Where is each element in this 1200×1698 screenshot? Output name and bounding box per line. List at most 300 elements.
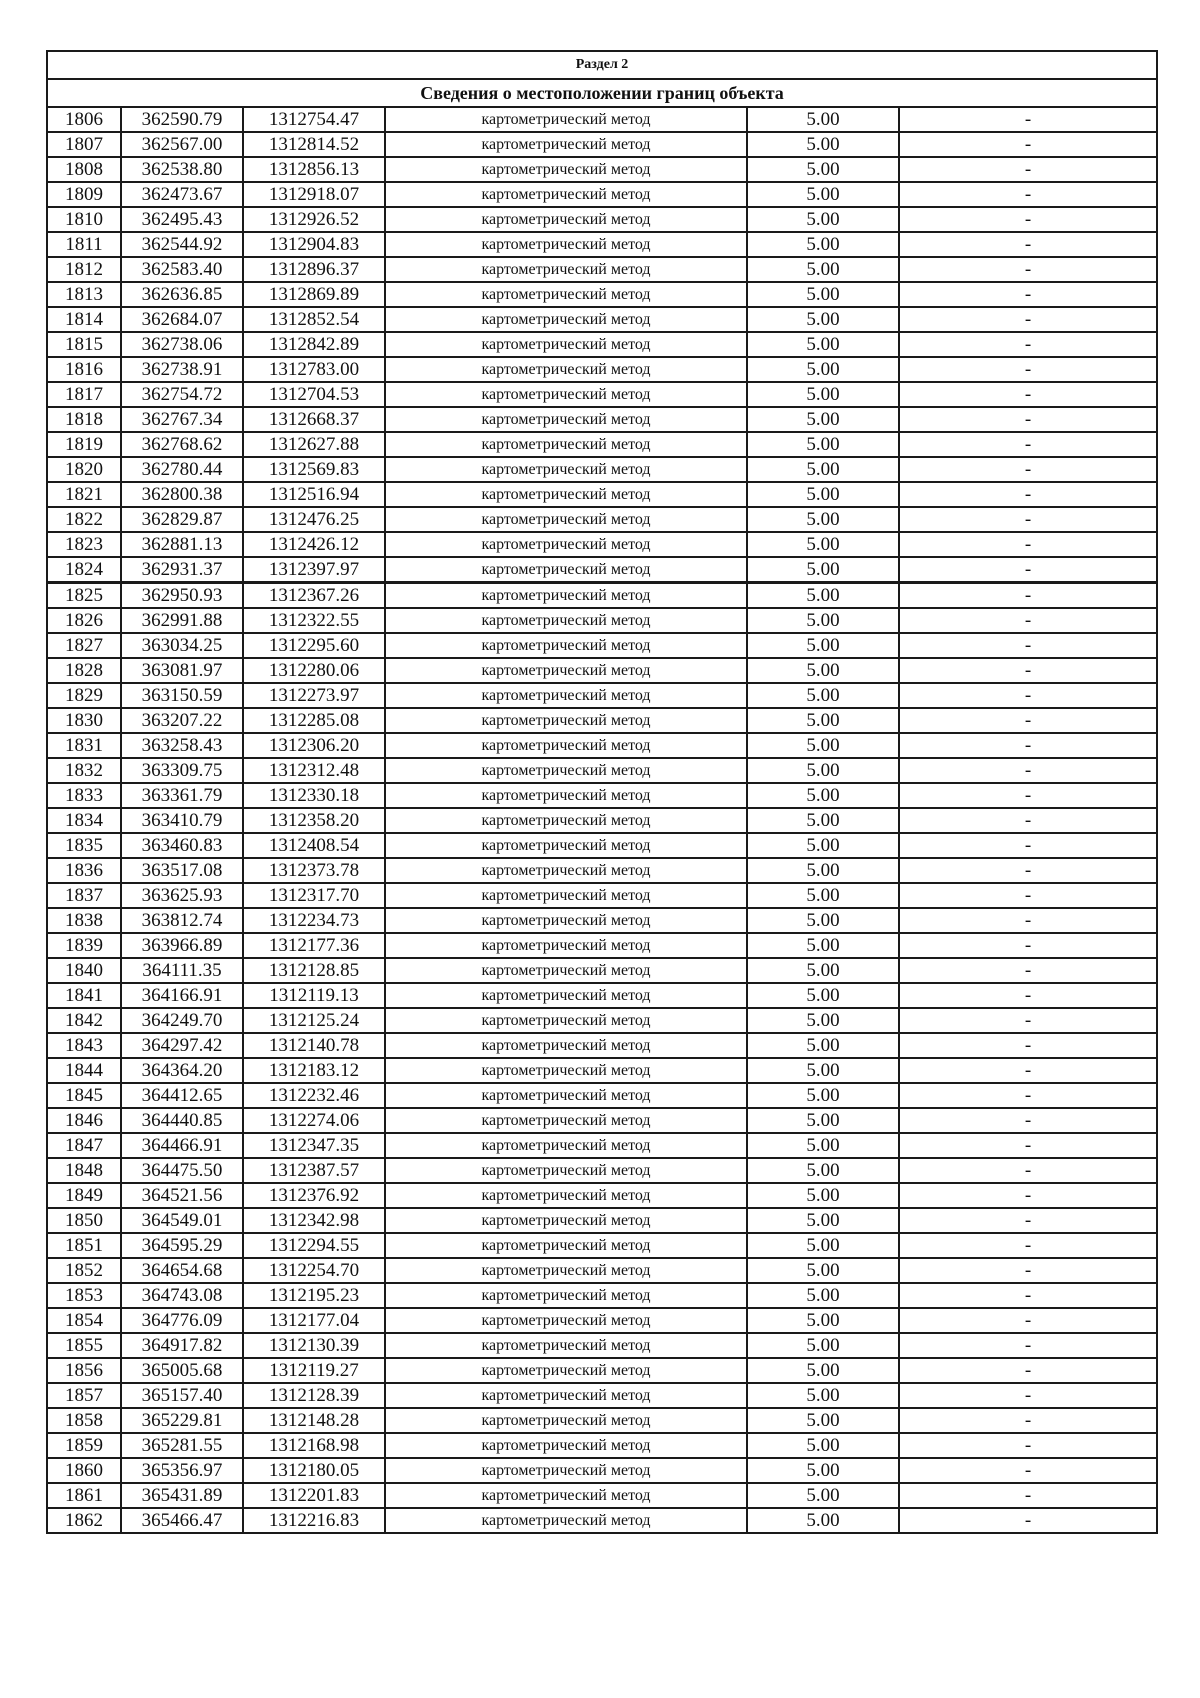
y-coordinate-cell: 1312904.83 [243, 232, 385, 257]
x-coordinate-cell: 362931.37 [121, 557, 243, 583]
x-coordinate-cell: 362567.00 [121, 132, 243, 157]
accuracy-cell: 5.00 [747, 1083, 899, 1108]
method-cell: картометрический метод [385, 758, 747, 783]
table-row [47, 257, 1157, 282]
table-row [47, 1033, 1157, 1058]
note-cell: - [899, 908, 1157, 933]
table-row [47, 1108, 1157, 1133]
y-coordinate-cell: 1312569.83 [243, 457, 385, 482]
accuracy-cell: 5.00 [747, 307, 899, 332]
method-cell: картометрический метод [385, 132, 747, 157]
note-cell: - [899, 1158, 1157, 1183]
method-cell: картометрический метод [385, 633, 747, 658]
y-coordinate-cell: 1312476.25 [243, 507, 385, 532]
note-cell: - [899, 1008, 1157, 1033]
point-number-cell: 1821 [47, 482, 121, 507]
table-row [47, 232, 1157, 257]
accuracy-cell: 5.00 [747, 1358, 899, 1383]
x-coordinate-cell: 364475.50 [121, 1158, 243, 1183]
table-row [47, 908, 1157, 933]
x-coordinate-cell: 362590.79 [121, 107, 243, 132]
accuracy-cell: 5.00 [747, 1133, 899, 1158]
y-coordinate-cell: 1312119.13 [243, 983, 385, 1008]
point-number-cell: 1836 [47, 858, 121, 883]
method-cell: картометрический метод [385, 1233, 747, 1258]
note-cell: - [899, 532, 1157, 557]
note-cell: - [899, 282, 1157, 307]
accuracy-cell: 5.00 [747, 157, 899, 182]
y-coordinate-cell: 1312627.88 [243, 432, 385, 457]
y-coordinate-cell: 1312704.53 [243, 382, 385, 407]
point-number-cell: 1839 [47, 933, 121, 958]
x-coordinate-cell: 363207.22 [121, 708, 243, 733]
table-row [47, 983, 1157, 1008]
y-coordinate-cell: 1312274.06 [243, 1108, 385, 1133]
point-number-cell: 1835 [47, 833, 121, 858]
x-coordinate-cell: 362754.72 [121, 382, 243, 407]
accuracy-cell: 5.00 [747, 958, 899, 983]
y-coordinate-cell: 1312754.47 [243, 107, 385, 132]
method-cell: картометрический метод [385, 808, 747, 833]
point-number-cell: 1820 [47, 457, 121, 482]
method-cell: картометрический метод [385, 507, 747, 532]
accuracy-cell: 5.00 [747, 532, 899, 557]
x-coordinate-cell: 362583.40 [121, 257, 243, 282]
y-coordinate-cell: 1312852.54 [243, 307, 385, 332]
x-coordinate-cell: 365431.89 [121, 1483, 243, 1508]
accuracy-cell: 5.00 [747, 1433, 899, 1458]
accuracy-cell: 5.00 [747, 1333, 899, 1358]
point-number-cell: 1845 [47, 1083, 121, 1108]
note-cell: - [899, 1408, 1157, 1433]
point-number-cell: 1812 [47, 257, 121, 282]
point-number-cell: 1819 [47, 432, 121, 457]
accuracy-cell: 5.00 [747, 382, 899, 407]
note-cell: - [899, 1433, 1157, 1458]
x-coordinate-cell: 365005.68 [121, 1358, 243, 1383]
x-coordinate-cell: 362950.93 [121, 583, 243, 609]
accuracy-cell: 5.00 [747, 783, 899, 808]
method-cell: картометрический метод [385, 1458, 747, 1483]
method-cell: картометрический метод [385, 608, 747, 633]
x-coordinate-cell: 363150.59 [121, 683, 243, 708]
note-cell: - [899, 1108, 1157, 1133]
point-number-cell: 1833 [47, 783, 121, 808]
method-cell: картометрический метод [385, 1433, 747, 1458]
method-cell: картометрический метод [385, 232, 747, 257]
point-number-cell: 1846 [47, 1108, 121, 1133]
table-row [47, 1308, 1157, 1333]
table-row [47, 482, 1157, 507]
table-row [47, 958, 1157, 983]
point-number-cell: 1856 [47, 1358, 121, 1383]
section-row [47, 51, 1157, 79]
point-number-cell: 1826 [47, 608, 121, 633]
y-coordinate-cell: 1312842.89 [243, 332, 385, 357]
table-row [47, 833, 1157, 858]
accuracy-cell: 5.00 [747, 1458, 899, 1483]
accuracy-cell: 5.00 [747, 407, 899, 432]
point-number-cell: 1813 [47, 282, 121, 307]
accuracy-cell: 5.00 [747, 683, 899, 708]
x-coordinate-cell: 364297.42 [121, 1033, 243, 1058]
method-cell: картометрический метод [385, 1383, 747, 1408]
note-cell: - [899, 457, 1157, 482]
table-row [47, 1483, 1157, 1508]
x-coordinate-cell: 364917.82 [121, 1333, 243, 1358]
table-row [47, 132, 1157, 157]
method-cell: картометрический метод [385, 1283, 747, 1308]
point-number-cell: 1824 [47, 557, 121, 583]
table-row [47, 1008, 1157, 1033]
y-coordinate-cell: 1312668.37 [243, 407, 385, 432]
note-cell: - [899, 182, 1157, 207]
y-coordinate-cell: 1312856.13 [243, 157, 385, 182]
y-coordinate-cell: 1312128.39 [243, 1383, 385, 1408]
x-coordinate-cell: 362636.85 [121, 282, 243, 307]
accuracy-cell: 5.00 [747, 1233, 899, 1258]
accuracy-cell: 5.00 [747, 1483, 899, 1508]
accuracy-cell: 5.00 [747, 833, 899, 858]
y-coordinate-cell: 1312367.26 [243, 583, 385, 609]
point-number-cell: 1815 [47, 332, 121, 357]
y-coordinate-cell: 1312234.73 [243, 908, 385, 933]
accuracy-cell: 5.00 [747, 182, 899, 207]
y-coordinate-cell: 1312426.12 [243, 532, 385, 557]
table-row [47, 783, 1157, 808]
accuracy-cell: 5.00 [747, 858, 899, 883]
accuracy-cell: 5.00 [747, 758, 899, 783]
x-coordinate-cell: 363625.93 [121, 883, 243, 908]
method-cell: картометрический метод [385, 182, 747, 207]
x-coordinate-cell: 362767.34 [121, 407, 243, 432]
y-coordinate-cell: 1312125.24 [243, 1008, 385, 1033]
y-coordinate-cell: 1312347.35 [243, 1133, 385, 1158]
point-number-cell: 1837 [47, 883, 121, 908]
x-coordinate-cell: 364364.20 [121, 1058, 243, 1083]
table-row [47, 1133, 1157, 1158]
table-row [47, 708, 1157, 733]
y-coordinate-cell: 1312232.46 [243, 1083, 385, 1108]
table-row [47, 532, 1157, 557]
note-cell: - [899, 1183, 1157, 1208]
y-coordinate-cell: 1312294.55 [243, 1233, 385, 1258]
method-cell: картометрический метод [385, 833, 747, 858]
point-number-cell: 1852 [47, 1258, 121, 1283]
point-number-cell: 1823 [47, 532, 121, 557]
y-coordinate-cell: 1312285.08 [243, 708, 385, 733]
y-coordinate-cell: 1312926.52 [243, 207, 385, 232]
y-coordinate-cell: 1312312.48 [243, 758, 385, 783]
x-coordinate-cell: 362738.91 [121, 357, 243, 382]
y-coordinate-cell: 1312358.20 [243, 808, 385, 833]
accuracy-cell: 5.00 [747, 257, 899, 282]
section-label: Раздел 2 [47, 51, 1157, 79]
table-row [47, 933, 1157, 958]
note-cell: - [899, 633, 1157, 658]
accuracy-cell: 5.00 [747, 933, 899, 958]
y-coordinate-cell: 1312322.55 [243, 608, 385, 633]
accuracy-cell: 5.00 [747, 207, 899, 232]
note-cell: - [899, 808, 1157, 833]
point-number-cell: 1822 [47, 507, 121, 532]
table-row [47, 107, 1157, 132]
note-cell: - [899, 1283, 1157, 1308]
table-row [47, 432, 1157, 457]
point-number-cell: 1809 [47, 182, 121, 207]
y-coordinate-cell: 1312295.60 [243, 633, 385, 658]
note-cell: - [899, 332, 1157, 357]
note-cell: - [899, 207, 1157, 232]
method-cell: картометрический метод [385, 157, 747, 182]
y-coordinate-cell: 1312180.05 [243, 1458, 385, 1483]
point-number-cell: 1828 [47, 658, 121, 683]
x-coordinate-cell: 365157.40 [121, 1383, 243, 1408]
point-number-cell: 1849 [47, 1183, 121, 1208]
accuracy-cell: 5.00 [747, 708, 899, 733]
table-row [47, 1333, 1157, 1358]
y-coordinate-cell: 1312869.89 [243, 282, 385, 307]
table-heading: Сведения о местоположении границ объекта [47, 79, 1157, 107]
point-number-cell: 1817 [47, 382, 121, 407]
accuracy-cell: 5.00 [747, 482, 899, 507]
x-coordinate-cell: 364743.08 [121, 1283, 243, 1308]
method-cell: картометрический метод [385, 1258, 747, 1283]
point-number-cell: 1825 [47, 583, 121, 609]
x-coordinate-cell: 364166.91 [121, 983, 243, 1008]
method-cell: картометрический метод [385, 1133, 747, 1158]
table-row [47, 357, 1157, 382]
x-coordinate-cell: 364412.65 [121, 1083, 243, 1108]
accuracy-cell: 5.00 [747, 557, 899, 583]
method-cell: картометрический метод [385, 983, 747, 1008]
x-coordinate-cell: 362991.88 [121, 608, 243, 633]
x-coordinate-cell: 362800.38 [121, 482, 243, 507]
accuracy-cell: 5.00 [747, 132, 899, 157]
point-number-cell: 1814 [47, 307, 121, 332]
accuracy-cell: 5.00 [747, 1283, 899, 1308]
note-cell: - [899, 557, 1157, 583]
point-number-cell: 1857 [47, 1383, 121, 1408]
note-cell: - [899, 482, 1157, 507]
y-coordinate-cell: 1312273.97 [243, 683, 385, 708]
table-row [47, 1383, 1157, 1408]
note-cell: - [899, 507, 1157, 532]
accuracy-cell: 5.00 [747, 1108, 899, 1133]
method-cell: картометрический метод [385, 1358, 747, 1383]
method-cell: картометрический метод [385, 1183, 747, 1208]
note-cell: - [899, 357, 1157, 382]
note-cell: - [899, 407, 1157, 432]
note-cell: - [899, 658, 1157, 683]
table-row [47, 382, 1157, 407]
table-row [47, 507, 1157, 532]
table-row [47, 1508, 1157, 1533]
y-coordinate-cell: 1312397.97 [243, 557, 385, 583]
y-coordinate-cell: 1312376.92 [243, 1183, 385, 1208]
method-cell: картометрический метод [385, 1208, 747, 1233]
method-cell: картометрический метод [385, 457, 747, 482]
y-coordinate-cell: 1312128.85 [243, 958, 385, 983]
x-coordinate-cell: 364654.68 [121, 1258, 243, 1283]
method-cell: картометрический метод [385, 282, 747, 307]
accuracy-cell: 5.00 [747, 1258, 899, 1283]
x-coordinate-cell: 362538.80 [121, 157, 243, 182]
x-coordinate-cell: 362544.92 [121, 232, 243, 257]
note-cell: - [899, 1208, 1157, 1233]
y-coordinate-cell: 1312306.20 [243, 733, 385, 758]
x-coordinate-cell: 363309.75 [121, 758, 243, 783]
method-cell: картометрический метод [385, 482, 747, 507]
accuracy-cell: 5.00 [747, 633, 899, 658]
point-number-cell: 1859 [47, 1433, 121, 1458]
heading-row [47, 79, 1157, 107]
table-row [47, 608, 1157, 633]
y-coordinate-cell: 1312216.83 [243, 1508, 385, 1533]
x-coordinate-cell: 363410.79 [121, 808, 243, 833]
method-cell: картометрический метод [385, 1508, 747, 1533]
note-cell: - [899, 1358, 1157, 1383]
accuracy-cell: 5.00 [747, 1383, 899, 1408]
point-number-cell: 1808 [47, 157, 121, 182]
point-number-cell: 1816 [47, 357, 121, 382]
table-row [47, 307, 1157, 332]
table-row [47, 583, 1157, 609]
x-coordinate-cell: 362684.07 [121, 307, 243, 332]
point-number-cell: 1811 [47, 232, 121, 257]
accuracy-cell: 5.00 [747, 1033, 899, 1058]
note-cell: - [899, 983, 1157, 1008]
table-row [47, 1183, 1157, 1208]
note-cell: - [899, 858, 1157, 883]
x-coordinate-cell: 362829.87 [121, 507, 243, 532]
table-row [47, 1233, 1157, 1258]
note-cell: - [899, 1508, 1157, 1533]
y-coordinate-cell: 1312280.06 [243, 658, 385, 683]
note-cell: - [899, 833, 1157, 858]
table-row [47, 1283, 1157, 1308]
x-coordinate-cell: 362473.67 [121, 182, 243, 207]
note-cell: - [899, 107, 1157, 132]
y-coordinate-cell: 1312918.07 [243, 182, 385, 207]
table-row [47, 858, 1157, 883]
y-coordinate-cell: 1312516.94 [243, 482, 385, 507]
accuracy-cell: 5.00 [747, 1508, 899, 1533]
table-body [47, 51, 1157, 1533]
method-cell: картометрический метод [385, 933, 747, 958]
table-row [47, 157, 1157, 182]
method-cell: картометрический метод [385, 1108, 747, 1133]
note-cell: - [899, 1033, 1157, 1058]
method-cell: картометрический метод [385, 1333, 747, 1358]
note-cell: - [899, 1133, 1157, 1158]
point-number-cell: 1855 [47, 1333, 121, 1358]
x-coordinate-cell: 363460.83 [121, 833, 243, 858]
table-row [47, 1458, 1157, 1483]
accuracy-cell: 5.00 [747, 432, 899, 457]
table-row [47, 1058, 1157, 1083]
note-cell: - [899, 307, 1157, 332]
accuracy-cell: 5.00 [747, 908, 899, 933]
point-number-cell: 1807 [47, 132, 121, 157]
y-coordinate-cell: 1312177.04 [243, 1308, 385, 1333]
note-cell: - [899, 608, 1157, 633]
method-cell: картометрический метод [385, 257, 747, 282]
y-coordinate-cell: 1312387.57 [243, 1158, 385, 1183]
method-cell: картометрический метод [385, 658, 747, 683]
note-cell: - [899, 1233, 1157, 1258]
method-cell: картометрический метод [385, 407, 747, 432]
method-cell: картометрический метод [385, 532, 747, 557]
accuracy-cell: 5.00 [747, 332, 899, 357]
method-cell: картометрический метод [385, 883, 747, 908]
table-row [47, 733, 1157, 758]
table-row [47, 633, 1157, 658]
point-number-cell: 1848 [47, 1158, 121, 1183]
x-coordinate-cell: 364111.35 [121, 958, 243, 983]
note-cell: - [899, 257, 1157, 282]
note-cell: - [899, 758, 1157, 783]
accuracy-cell: 5.00 [747, 608, 899, 633]
note-cell: - [899, 1483, 1157, 1508]
note-cell: - [899, 933, 1157, 958]
x-coordinate-cell: 365281.55 [121, 1433, 243, 1458]
method-cell: картометрический метод [385, 1483, 747, 1508]
table-row [47, 282, 1157, 307]
accuracy-cell: 5.00 [747, 1408, 899, 1433]
point-number-cell: 1847 [47, 1133, 121, 1158]
method-cell: картометрический метод [385, 207, 747, 232]
y-coordinate-cell: 1312140.78 [243, 1033, 385, 1058]
method-cell: картометрический метод [385, 307, 747, 332]
point-number-cell: 1858 [47, 1408, 121, 1433]
method-cell: картометрический метод [385, 357, 747, 382]
method-cell: картометрический метод [385, 557, 747, 583]
accuracy-cell: 5.00 [747, 507, 899, 532]
note-cell: - [899, 1058, 1157, 1083]
x-coordinate-cell: 363034.25 [121, 633, 243, 658]
table-row [47, 557, 1157, 583]
y-coordinate-cell: 1312168.98 [243, 1433, 385, 1458]
accuracy-cell: 5.00 [747, 107, 899, 132]
y-coordinate-cell: 1312373.78 [243, 858, 385, 883]
point-number-cell: 1818 [47, 407, 121, 432]
note-cell: - [899, 1308, 1157, 1333]
note-cell: - [899, 1333, 1157, 1358]
point-number-cell: 1829 [47, 683, 121, 708]
method-cell: картометрический метод [385, 958, 747, 983]
point-number-cell: 1810 [47, 207, 121, 232]
note-cell: - [899, 1083, 1157, 1108]
table-row [47, 1358, 1157, 1383]
point-number-cell: 1854 [47, 1308, 121, 1333]
point-number-cell: 1850 [47, 1208, 121, 1233]
point-number-cell: 1861 [47, 1483, 121, 1508]
table-row [47, 808, 1157, 833]
method-cell: картометрический метод [385, 1158, 747, 1183]
accuracy-cell: 5.00 [747, 1058, 899, 1083]
x-coordinate-cell: 364440.85 [121, 1108, 243, 1133]
point-number-cell: 1841 [47, 983, 121, 1008]
point-number-cell: 1842 [47, 1008, 121, 1033]
point-number-cell: 1806 [47, 107, 121, 132]
accuracy-cell: 5.00 [747, 808, 899, 833]
x-coordinate-cell: 363361.79 [121, 783, 243, 808]
table-row [47, 883, 1157, 908]
point-number-cell: 1851 [47, 1233, 121, 1258]
accuracy-cell: 5.00 [747, 232, 899, 257]
x-coordinate-cell: 362738.06 [121, 332, 243, 357]
